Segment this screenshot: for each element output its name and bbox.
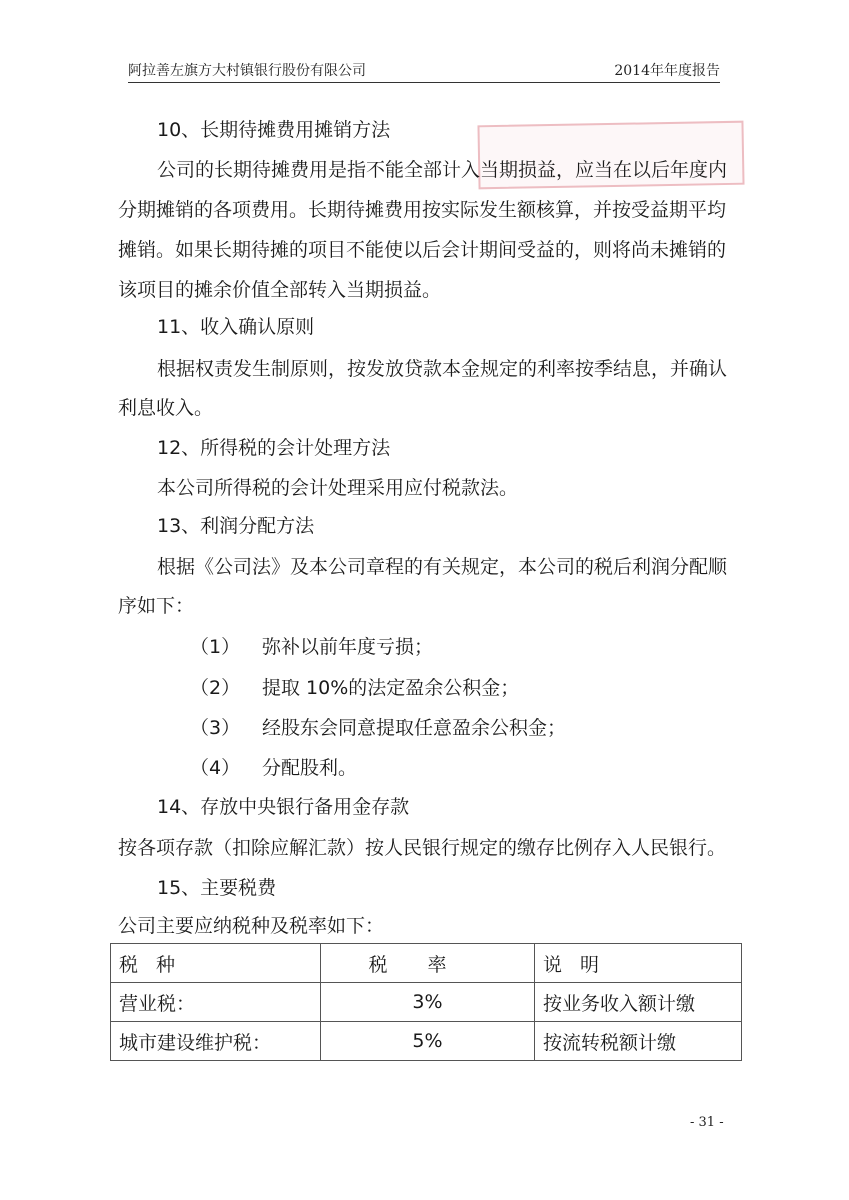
page-number: - 31 -: [690, 1115, 724, 1130]
list-item: 经股东会同意提取任意盈余公积金；: [262, 717, 567, 739]
table-cell: 营业税：: [111, 983, 321, 1022]
section-15-title: 15、主要税费: [157, 877, 277, 899]
table-header-cell: 说明: [535, 944, 742, 983]
table-cell: 按流转税额计缴: [535, 1022, 742, 1061]
header-company: 阿拉善左旗方大村镇银行股份有限公司: [128, 63, 366, 79]
list-item-number: （2）: [190, 677, 241, 699]
paragraph-line: 序如下：: [118, 595, 195, 617]
paragraph-line: 分期摊销的各项费用。长期待摊费用按实际发生额核算，并按受益期平均: [118, 199, 727, 221]
paragraph-line: 公司的长期待摊费用是指不能全部计入当期损益，应当在以后年度内: [157, 159, 728, 181]
table-row: [111, 983, 742, 1022]
section-11-title: 11、收入确认原则: [157, 316, 315, 338]
paragraph-line: 利息收入。: [118, 397, 214, 419]
table-row: [111, 1022, 742, 1061]
header-report-title: 2014年年度报告: [614, 63, 720, 79]
table-header-row: [111, 944, 742, 983]
paragraph-line: 根据权责发生制原则，按发放贷款本金规定的利率按季结息，并确认: [157, 358, 728, 380]
section-13-title: 13、利润分配方法: [157, 515, 315, 537]
list-item: 提取 10%的法定盈余公积金；: [262, 677, 520, 699]
section-12-title: 12、所得税的会计处理方法: [157, 437, 391, 459]
table-cell: 按业务收入额计缴: [535, 983, 742, 1022]
paragraph-line: 根据《公司法》及本公司章程的有关规定，本公司的税后利润分配顺: [157, 556, 728, 578]
paragraph-line: 该项目的摊余价值全部转入当期损益。: [118, 279, 442, 301]
table-header-cell: 税种: [111, 944, 321, 983]
table-cell: 城市建设维护税：: [111, 1022, 321, 1061]
tax-rate-table: [110, 943, 742, 1061]
section-10-title: 10、长期待摊费用摊销方法: [157, 119, 391, 141]
list-item-number: （4）: [190, 757, 241, 779]
list-item-number: （3）: [190, 717, 241, 739]
list-item: 分配股利。: [262, 757, 358, 779]
table-cell: 5%: [321, 1022, 535, 1061]
list-item: 弥补以前年度亏损；: [262, 636, 434, 658]
section-14-title: 14、存放中央银行备用金存款: [157, 796, 410, 818]
paragraph-line: 摊销。如果长期待摊的项目不能使以后会计期间受益的，则将尚未摊销的: [118, 239, 727, 261]
paragraph-line: 按各项存款（扣除应解汇款）按人民银行规定的缴存比例存入人民银行。: [118, 837, 727, 859]
page-header: [128, 60, 720, 83]
list-item-number: （1）: [190, 636, 241, 658]
paragraph-line: 本公司所得税的会计处理采用应付税款法。: [157, 477, 519, 499]
table-header-cell: 税率: [321, 944, 535, 983]
table-cell: 3%: [321, 983, 535, 1022]
paragraph-line: 公司主要应纳税种及税率如下：: [118, 915, 385, 937]
